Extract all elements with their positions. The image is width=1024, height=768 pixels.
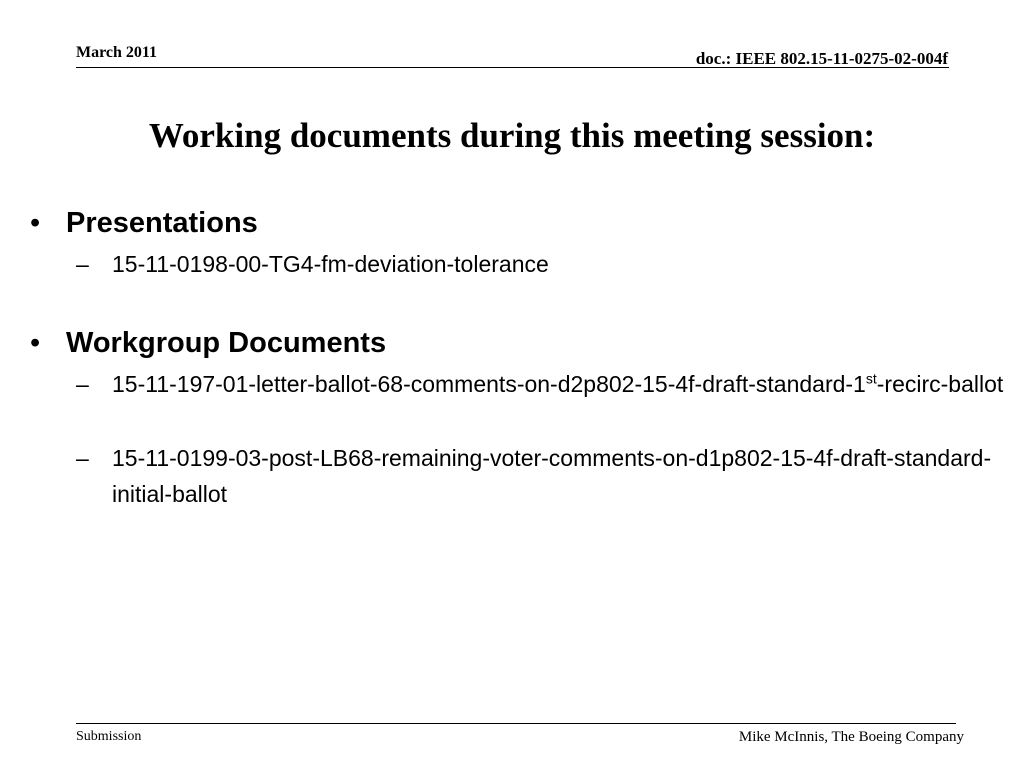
spacer (26, 282, 1021, 320)
bullet-heading (26, 200, 1021, 246)
section-presentations (26, 200, 1021, 282)
footer-author: Mike McInnis, The Boeing Company (738, 729, 964, 745)
footer-divider (76, 723, 956, 724)
section-heading: Presentations (66, 207, 258, 239)
header-divider (76, 67, 949, 68)
section-workgroup-documents (26, 320, 1021, 512)
section-heading: Workgroup Documents (66, 327, 387, 359)
list-item (76, 366, 1021, 402)
document-name (112, 366, 1017, 402)
dash-icon: – (76, 371, 89, 397)
document-name: 15-11-0199-03-post-LB68-remaining-voter-comments-on-d1p802-15-4f-draft-standard-initial-ballot (112, 445, 992, 507)
header-date: March 2011 (76, 44, 158, 61)
list-item (76, 246, 1021, 282)
spacer (26, 402, 1021, 440)
header-doc-id: doc.: IEEE 802.15-11-0275-02-004f (695, 49, 948, 68)
list-item (76, 440, 1021, 512)
bullet-icon: • (30, 327, 41, 359)
dash-icon: – (76, 445, 89, 471)
slide-title: Working documents during this meeting session: (148, 116, 876, 155)
dash-icon: – (76, 251, 89, 277)
document-name: 15-11-0198-00-TG4-fm-deviation-tolerance (112, 251, 549, 277)
bullet-heading (26, 320, 1021, 366)
document-name-part: -recirc-ballot (876, 371, 1004, 397)
slide-body (26, 200, 1021, 512)
ordinal-superscript: st (865, 370, 877, 387)
bullet-icon: • (30, 207, 41, 239)
document-name-part: 15-11-197-01-letter-ballot-68-comments-on-d2p802-15-4f-draft-standard-1 (112, 371, 866, 397)
footer-submission: Submission (76, 729, 142, 744)
